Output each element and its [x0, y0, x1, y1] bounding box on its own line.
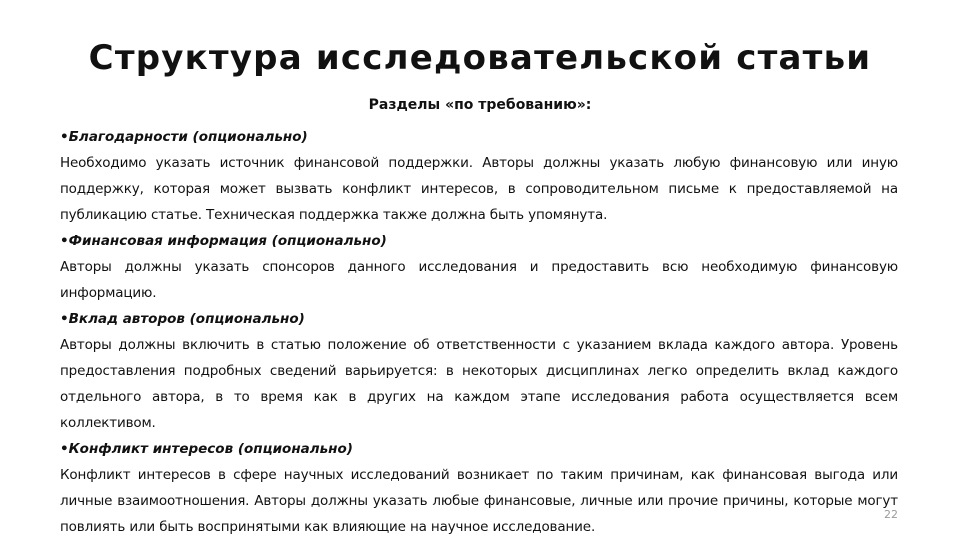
section-heading-conflict-of-interest: [60, 436, 898, 462]
section-heading-text: Благодарности (опционально): [68, 129, 308, 145]
section-heading-text: Финансовая информация (опционально): [68, 233, 387, 249]
bullet-icon: •: [60, 233, 69, 249]
slide-subtitle: Разделы «по требованию»:: [368, 97, 592, 113]
bullet-icon: •: [60, 441, 69, 457]
section-heading-author-contributions: [60, 306, 898, 332]
section-body-acknowledgements: Необходимо указать источник финансовой поддержки. Авторы должны указать любую финансовую или иную поддержку, которая может вызвать конфликт интересов, в сопроводительном письме к предоставляемой на публикацию статье. Техническая поддержка также должна быть упомянута.: [60, 155, 898, 223]
slide-title: Структура исследовательской статьи: [88, 38, 872, 78]
section-heading-acknowledgements: [60, 124, 898, 150]
slide-content: [60, 124, 898, 540]
section-body-financial-info: Авторы должны указать спонсоров данного исследования и предоставить всю необходимую финансовую информацию.: [60, 259, 898, 301]
section-heading-text: Конфликт интересов (опционально): [68, 441, 353, 457]
section-body-author-contributions: Авторы должны включить в статью положение об ответственности с указанием вклада каждого автора. Уровень предоставления подробных сведений варьируется: в некоторых дисциплинах легко определить вклад каждого отдельного автора, в то время как в других на каждом этапе исследования работа осуществляется всем коллективом.: [60, 337, 898, 431]
page-number: 22: [884, 508, 898, 521]
section-body-conflict-of-interest: Конфликт интересов в сфере научных исследований возникает по таким причинам, как финансовая выгода или личные взаимоотношения. Авторы должны указать любые финансовые, личные или прочие причины, которые могут повлиять или быть воспринятыми как влияющие на научное исследование.: [60, 467, 898, 535]
bullet-icon: •: [60, 129, 69, 145]
bullet-icon: •: [60, 311, 69, 327]
section-heading-text: Вклад авторов (опционально): [68, 311, 305, 327]
section-heading-financial-info: [60, 228, 898, 254]
